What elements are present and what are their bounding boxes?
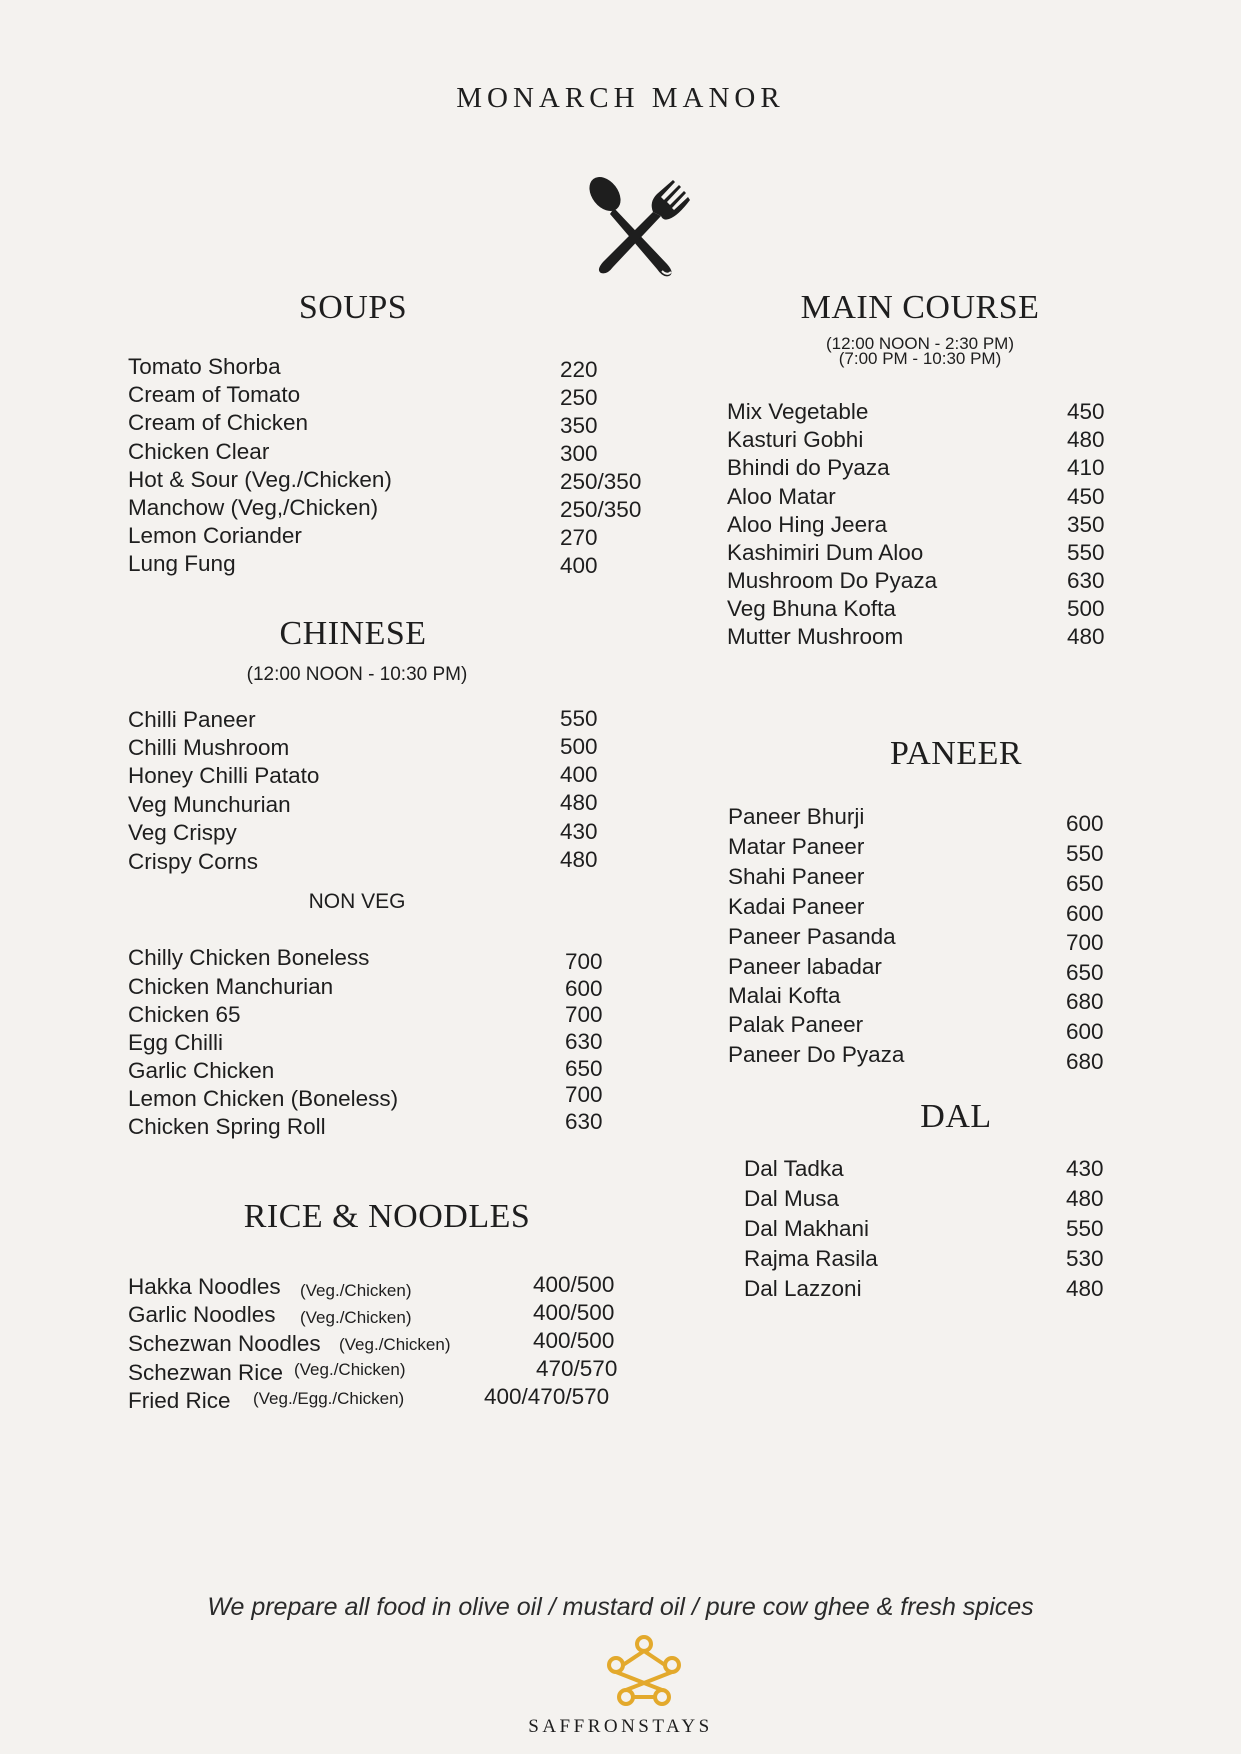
item-price: 430 bbox=[1066, 1156, 1104, 1181]
item-name: Chicken Manchurian bbox=[128, 974, 334, 999]
item-price: 600 bbox=[1066, 901, 1104, 926]
restaurant-name: MONARCH MANOR bbox=[456, 82, 785, 114]
item-price: 250/350 bbox=[560, 469, 642, 494]
saffronstays-wordmark: SAFFRONSTAYS bbox=[528, 1716, 713, 1737]
item-name: Cream of Tomato bbox=[128, 382, 301, 407]
item-name: Kasturi Gobhi bbox=[727, 427, 864, 452]
item-price: 630 bbox=[565, 1109, 603, 1134]
item-variant-note: (Veg./Chicken) bbox=[300, 1281, 412, 1300]
item-name: Mix Vegetable bbox=[727, 399, 869, 424]
item-name: Manchow (Veg,/Chicken) bbox=[128, 495, 379, 520]
item-price: 550 bbox=[1066, 1216, 1104, 1241]
main-course-hours-dinner: (7:00 PM - 10:30 PM) bbox=[838, 349, 1002, 368]
item-price: 270 bbox=[560, 525, 598, 550]
item-price: 400/500 bbox=[533, 1328, 615, 1353]
item-name: Veg Crispy bbox=[128, 820, 237, 845]
item-name: Schezwan Noodles bbox=[128, 1331, 321, 1356]
main-course-hours-lunch: (12:00 NOON - 2:30 PM) bbox=[825, 334, 1014, 353]
item-price: 400 bbox=[560, 762, 598, 787]
saffronstays-knot-logo-icon bbox=[604, 1633, 684, 1711]
item-name: Hot & Sour (Veg./Chicken) bbox=[128, 467, 392, 492]
item-name: Veg Munchurian bbox=[128, 792, 291, 817]
item-price: 480 bbox=[1067, 427, 1105, 452]
item-name: Malai Kofta bbox=[728, 983, 841, 1008]
item-price: 430 bbox=[560, 819, 598, 844]
item-name: Paneer labadar bbox=[728, 954, 882, 979]
item-name: Aloo Matar bbox=[727, 484, 836, 509]
main-course-title: MAIN COURSE bbox=[800, 289, 1040, 326]
item-price: 650 bbox=[1066, 960, 1104, 985]
item-name: Kashimiri Dum Aloo bbox=[727, 540, 924, 565]
item-price: 450 bbox=[1067, 399, 1105, 424]
rice-noodles-title: RICE & NOODLES bbox=[243, 1198, 531, 1235]
item-price: 400 bbox=[560, 553, 598, 578]
item-price: 630 bbox=[565, 1029, 603, 1054]
item-name: Veg Bhuna Kofta bbox=[727, 596, 896, 621]
item-name: Paneer Do Pyaza bbox=[728, 1042, 905, 1067]
item-name: Chicken 65 bbox=[128, 1002, 241, 1027]
item-name: Paneer Pasanda bbox=[728, 924, 896, 949]
item-name: Chilli Mushroom bbox=[128, 735, 290, 760]
item-price: 500 bbox=[560, 734, 598, 759]
item-price: 480 bbox=[1066, 1276, 1104, 1301]
item-name: Garlic Chicken bbox=[128, 1058, 275, 1083]
item-price: 550 bbox=[1067, 540, 1105, 565]
item-name: Shahi Paneer bbox=[728, 864, 865, 889]
item-price: 450 bbox=[1067, 484, 1105, 509]
item-price: 300 bbox=[560, 441, 598, 466]
non-veg-heading: NON VEG bbox=[308, 890, 406, 913]
item-name: Chilly Chicken Boneless bbox=[128, 945, 370, 970]
item-name: Dal Tadka bbox=[744, 1156, 844, 1181]
item-price: 350 bbox=[1067, 512, 1105, 537]
item-price: 480 bbox=[1067, 624, 1105, 649]
item-price: 600 bbox=[565, 976, 603, 1001]
item-variant-note: (Veg./Chicken) bbox=[339, 1335, 451, 1354]
item-price: 650 bbox=[1066, 871, 1104, 896]
item-name: Honey Chilli Patato bbox=[128, 763, 320, 788]
spoon-fork-crossed-icon bbox=[583, 172, 695, 282]
item-price: 550 bbox=[560, 706, 598, 731]
item-name: Rajma Rasila bbox=[744, 1246, 878, 1271]
item-price: 480 bbox=[560, 790, 598, 815]
soups-title: SOUPS bbox=[298, 289, 408, 326]
item-price: 480 bbox=[560, 847, 598, 872]
item-name: Schezwan Rice bbox=[128, 1360, 284, 1385]
item-price: 470/570 bbox=[536, 1356, 618, 1381]
item-price: 680 bbox=[1066, 989, 1104, 1014]
item-name: Palak Paneer bbox=[728, 1012, 864, 1037]
item-price: 480 bbox=[1066, 1186, 1104, 1211]
item-price: 400/500 bbox=[533, 1300, 615, 1325]
item-name: Mushroom Do Pyaza bbox=[727, 568, 938, 593]
dal-title: DAL bbox=[920, 1098, 992, 1135]
item-name: Hakka Noodles bbox=[128, 1274, 281, 1299]
item-variant-note: (Veg./Chicken) bbox=[294, 1360, 406, 1379]
item-name: Lung Fung bbox=[128, 551, 236, 576]
item-name: Garlic Noodles bbox=[128, 1302, 276, 1327]
item-price: 700 bbox=[565, 1002, 603, 1027]
item-price: 400/470/570 bbox=[484, 1384, 610, 1409]
item-price: 250 bbox=[560, 385, 598, 410]
item-name: Dal Lazzoni bbox=[744, 1276, 862, 1301]
item-name: Dal Makhani bbox=[744, 1216, 870, 1241]
item-name: Dal Musa bbox=[744, 1186, 840, 1211]
item-name: Aloo Hing Jeera bbox=[727, 512, 888, 537]
item-name: Chicken Clear bbox=[128, 439, 270, 464]
paneer-title: PANEER bbox=[889, 735, 1023, 772]
item-price: 530 bbox=[1066, 1246, 1104, 1271]
item-name: Chilli Paneer bbox=[128, 707, 256, 732]
item-price: 630 bbox=[1067, 568, 1105, 593]
item-name: Cream of Chicken bbox=[128, 410, 309, 435]
chinese-hours: (12:00 NOON - 10:30 PM) bbox=[246, 664, 468, 685]
item-name: Matar Paneer bbox=[728, 834, 865, 859]
item-name: Egg Chilli bbox=[128, 1030, 224, 1055]
item-name: Chicken Spring Roll bbox=[128, 1114, 326, 1139]
item-name: Tomato Shorba bbox=[128, 354, 281, 379]
item-variant-note: (Veg./Chicken) bbox=[300, 1308, 412, 1327]
item-price: 220 bbox=[560, 357, 598, 382]
item-price: 410 bbox=[1067, 455, 1105, 480]
item-price: 500 bbox=[1067, 596, 1105, 621]
item-name: Mutter Mushroom bbox=[727, 624, 904, 649]
item-price: 600 bbox=[1066, 1019, 1104, 1044]
cooking-oil-note: We prepare all food in olive oil / mustard oil / pure cow ghee & fresh spices bbox=[207, 1593, 1034, 1621]
item-price: 350 bbox=[560, 413, 598, 438]
item-variant-note: (Veg./Egg./Chicken) bbox=[253, 1389, 405, 1408]
item-name: Paneer Bhurji bbox=[728, 804, 865, 829]
item-price: 680 bbox=[1066, 1049, 1104, 1074]
item-name: Kadai Paneer bbox=[728, 894, 865, 919]
item-price: 600 bbox=[1066, 811, 1104, 836]
item-name: Lemon Chicken (Boneless) bbox=[128, 1086, 399, 1111]
item-price: 700 bbox=[1066, 930, 1104, 955]
item-price: 650 bbox=[565, 1056, 603, 1081]
item-name: Crispy Corns bbox=[128, 849, 259, 874]
item-name: Fried Rice bbox=[128, 1388, 231, 1413]
item-name: Bhindi do Pyaza bbox=[727, 455, 890, 480]
item-price: 700 bbox=[565, 1082, 603, 1107]
chinese-title: CHINESE bbox=[279, 615, 427, 652]
item-price: 400/500 bbox=[533, 1272, 615, 1297]
item-price: 250/350 bbox=[560, 497, 642, 522]
item-price: 700 bbox=[565, 949, 603, 974]
item-name: Lemon Coriander bbox=[128, 523, 302, 548]
item-price: 550 bbox=[1066, 841, 1104, 866]
